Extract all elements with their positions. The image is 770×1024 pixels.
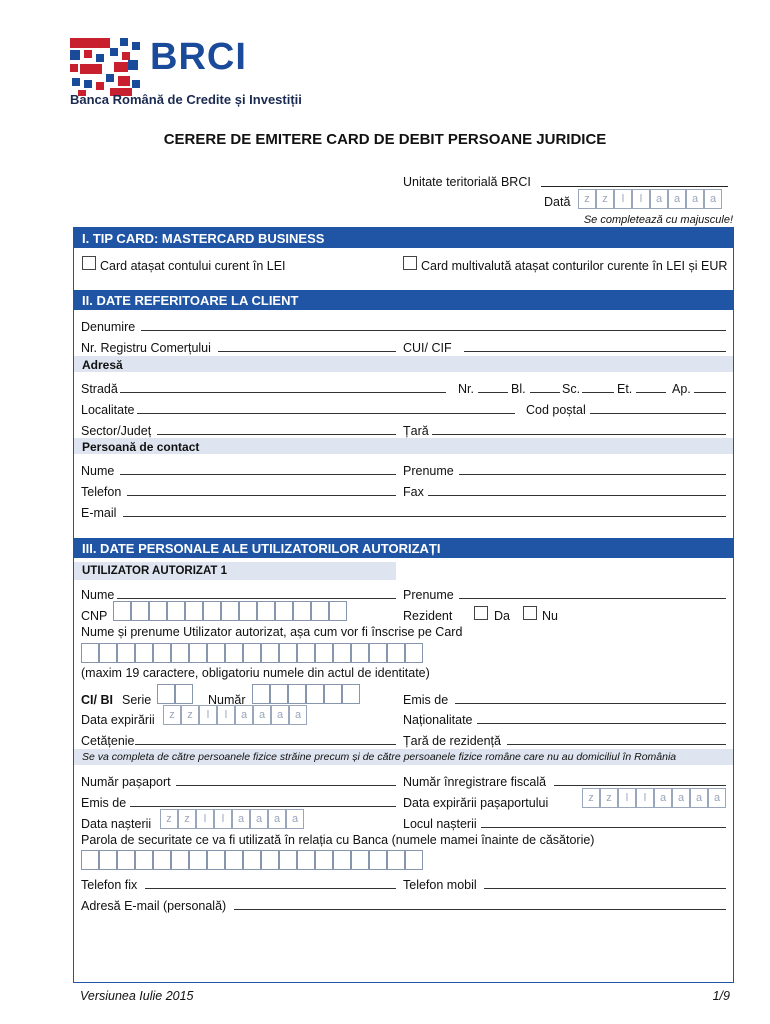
date-cell[interactable]: l — [632, 189, 650, 209]
persoana-contact-subheading: Persoană de contact — [74, 438, 733, 454]
foreign-note: Se va completa de către persoanele fizice străine precum și de către persoanele fizice române care nu au domiciliul în România — [74, 749, 733, 765]
emis-de-label: Emis de — [403, 693, 449, 707]
denumire-field[interactable] — [141, 330, 726, 331]
nationalitate-label: Naționalitate — [403, 713, 473, 727]
checkbox-card-lei[interactable] — [82, 256, 96, 270]
cod-postal-field[interactable] — [590, 413, 726, 414]
localitate-field[interactable] — [137, 413, 515, 414]
version-label: Versiunea Iulie 2015 — [80, 989, 194, 1003]
numar-label: Număr — [208, 693, 246, 707]
email-field[interactable] — [123, 516, 726, 517]
majuscule-note: Se completează cu majuscule! — [583, 214, 733, 226]
telefon-fix-label: Telefon fix — [81, 878, 138, 892]
bl-label: Bl. — [511, 382, 526, 396]
date-label: Dată — [544, 195, 571, 209]
sector-label: Sector/Județ — [81, 424, 152, 438]
user-nume-label: Nume — [81, 588, 115, 602]
section-3-title: III. DATE PERSONALE ALE UTILIZATORILOR AUTORIZAȚI — [74, 538, 733, 558]
email-personal-field[interactable] — [234, 909, 726, 910]
strada-label: Stradă — [81, 382, 118, 396]
cetatenie-label: Cetățenie — [81, 734, 135, 748]
numar-pasaport-label: Număr pașaport — [81, 775, 171, 789]
card-name-label: Nume și prenume Utilizator autorizat, așa cum vor fi înscrise pe Card — [81, 625, 463, 639]
prenume-field[interactable] — [459, 474, 726, 475]
date-cell[interactable]: a — [668, 189, 686, 209]
data-nasterii-boxes[interactable]: z z l l a a a a — [160, 809, 304, 829]
rezident-label: Rezident — [403, 609, 453, 623]
option-card-lei: Card atașat contului curent în LEI — [100, 259, 286, 273]
numar-boxes[interactable] — [252, 684, 360, 704]
telefon-fix-field[interactable] — [145, 888, 396, 889]
user-prenume-field[interactable] — [459, 598, 726, 599]
date-cell[interactable]: a — [704, 189, 722, 209]
tara-field[interactable] — [432, 434, 726, 435]
sector-field[interactable] — [157, 434, 396, 435]
telefon-label: Telefon — [81, 485, 122, 499]
date-cell[interactable]: a — [686, 189, 704, 209]
fax-field[interactable] — [428, 495, 726, 496]
logo-subtitle: Banca Română de Credite și Investiții — [70, 92, 302, 107]
rezident-nu-label: Nu — [542, 609, 558, 623]
cnp-label: CNP — [81, 609, 108, 623]
telefon-mobil-field[interactable] — [484, 888, 726, 889]
data-nasterii-label: Data nașterii — [81, 817, 152, 831]
sc-label: Sc. — [562, 382, 581, 396]
data-exp-pasaport-boxes[interactable]: z z l l a a a a — [582, 788, 726, 808]
section-2-title: II. DATE REFERITOARE LA CLIENT — [74, 290, 733, 310]
cui-field[interactable] — [464, 351, 726, 352]
locul-nasterii-label: Locul nașterii — [403, 817, 477, 831]
user-prenume-label: Prenume — [403, 588, 454, 602]
date-input-boxes[interactable] — [578, 189, 722, 209]
localitate-label: Localitate — [81, 403, 135, 417]
rezident-nu-checkbox[interactable] — [523, 606, 537, 620]
data-expirarii-boxes[interactable]: z z l l a a a a — [163, 705, 307, 725]
section-1-title: I. TIP CARD: MASTERCARD BUSINESS — [74, 228, 733, 248]
email-label: E-mail — [81, 506, 117, 520]
unit-label: Unitate teritorială BRCI — [403, 175, 531, 189]
denumire-label: Denumire — [81, 320, 136, 334]
tara-rezidenta-field[interactable] — [507, 744, 726, 745]
sc-field[interactable] — [582, 392, 614, 393]
nume-label: Nume — [81, 464, 115, 478]
card-name-boxes[interactable] — [81, 643, 423, 663]
rezident-da-label: Da — [494, 609, 510, 623]
data-exp-pasaport-label: Data expirării pașaportului — [403, 796, 549, 810]
nr-registru-label: Nr. Registru Comerțului — [81, 341, 211, 355]
document-title: CERERE DE EMITERE CARD DE DEBIT PERSOANE JURIDICE — [163, 131, 607, 148]
prenume-label: Prenume — [403, 464, 454, 478]
logo-text: BRCI — [150, 36, 247, 78]
locul-nasterii-field[interactable] — [481, 827, 726, 828]
cnp-boxes[interactable] — [113, 601, 347, 621]
data-expirarii-label: Data expirării — [81, 713, 155, 727]
emis-de-2-label: Emis de — [81, 796, 127, 810]
date-cell[interactable]: l — [614, 189, 632, 209]
user-nume-field[interactable] — [117, 598, 396, 599]
page-number: 1/9 — [712, 989, 730, 1003]
strada-field[interactable] — [120, 392, 446, 393]
serie-boxes[interactable] — [157, 684, 193, 704]
parola-boxes[interactable] — [81, 850, 423, 870]
rezident-da-checkbox[interactable] — [474, 606, 488, 620]
cui-label: CUI/ CIF — [403, 341, 452, 355]
max-chars-note: (maxim 19 caractere, obligatoriu numele din actul de identitate) — [81, 666, 430, 680]
nr-label: Nr. — [458, 382, 474, 396]
user-1-subheading: UTILIZATOR AUTORIZAT 1 — [74, 562, 396, 580]
numar-pasaport-field[interactable] — [176, 785, 396, 786]
nr-field[interactable] — [478, 392, 508, 393]
emis-de-field[interactable] — [455, 703, 726, 704]
email-personal-label: Adresă E-mail (personală) — [81, 899, 227, 913]
unit-input-line[interactable] — [541, 186, 728, 187]
adresa-subheading: Adresă — [74, 356, 733, 372]
nr-registru-field[interactable] — [218, 351, 396, 352]
et-label: Et. — [617, 382, 633, 396]
date-cell[interactable]: a — [650, 189, 668, 209]
ap-label: Ap. — [672, 382, 691, 396]
ap-field[interactable] — [694, 392, 726, 393]
et-field[interactable] — [636, 392, 666, 393]
option-card-multi: Card multivalută atașat conturilor curente în LEI și EUR — [421, 259, 728, 273]
numar-fiscal-field[interactable] — [554, 785, 726, 786]
date-cell[interactable]: z — [596, 189, 614, 209]
tara-rezidenta-label: Țară de rezidență — [403, 734, 501, 748]
serie-label: Serie — [122, 693, 152, 707]
tara-label: Țară — [403, 424, 429, 438]
nationalitate-field[interactable] — [477, 723, 726, 724]
date-cell[interactable]: z — [578, 189, 596, 209]
ci-bi-label: CI/ BI — [81, 693, 113, 707]
emis-de-2-field[interactable] — [130, 806, 396, 807]
telefon-field[interactable] — [127, 495, 396, 496]
telefon-mobil-label: Telefon mobil — [403, 878, 477, 892]
checkbox-card-multi[interactable] — [403, 256, 417, 270]
bl-field[interactable] — [530, 392, 560, 393]
cod-postal-label: Cod poștal — [526, 403, 586, 417]
numar-fiscal-label: Număr înregistrare fiscală — [403, 775, 547, 789]
cetatenie-field[interactable] — [135, 744, 396, 745]
fax-label: Fax — [403, 485, 424, 499]
nume-field[interactable] — [120, 474, 396, 475]
parola-label: Parola de securitate ce va fi utilizată în relația cu Banca (numele mamei înainte de căsătorie) — [81, 833, 595, 847]
